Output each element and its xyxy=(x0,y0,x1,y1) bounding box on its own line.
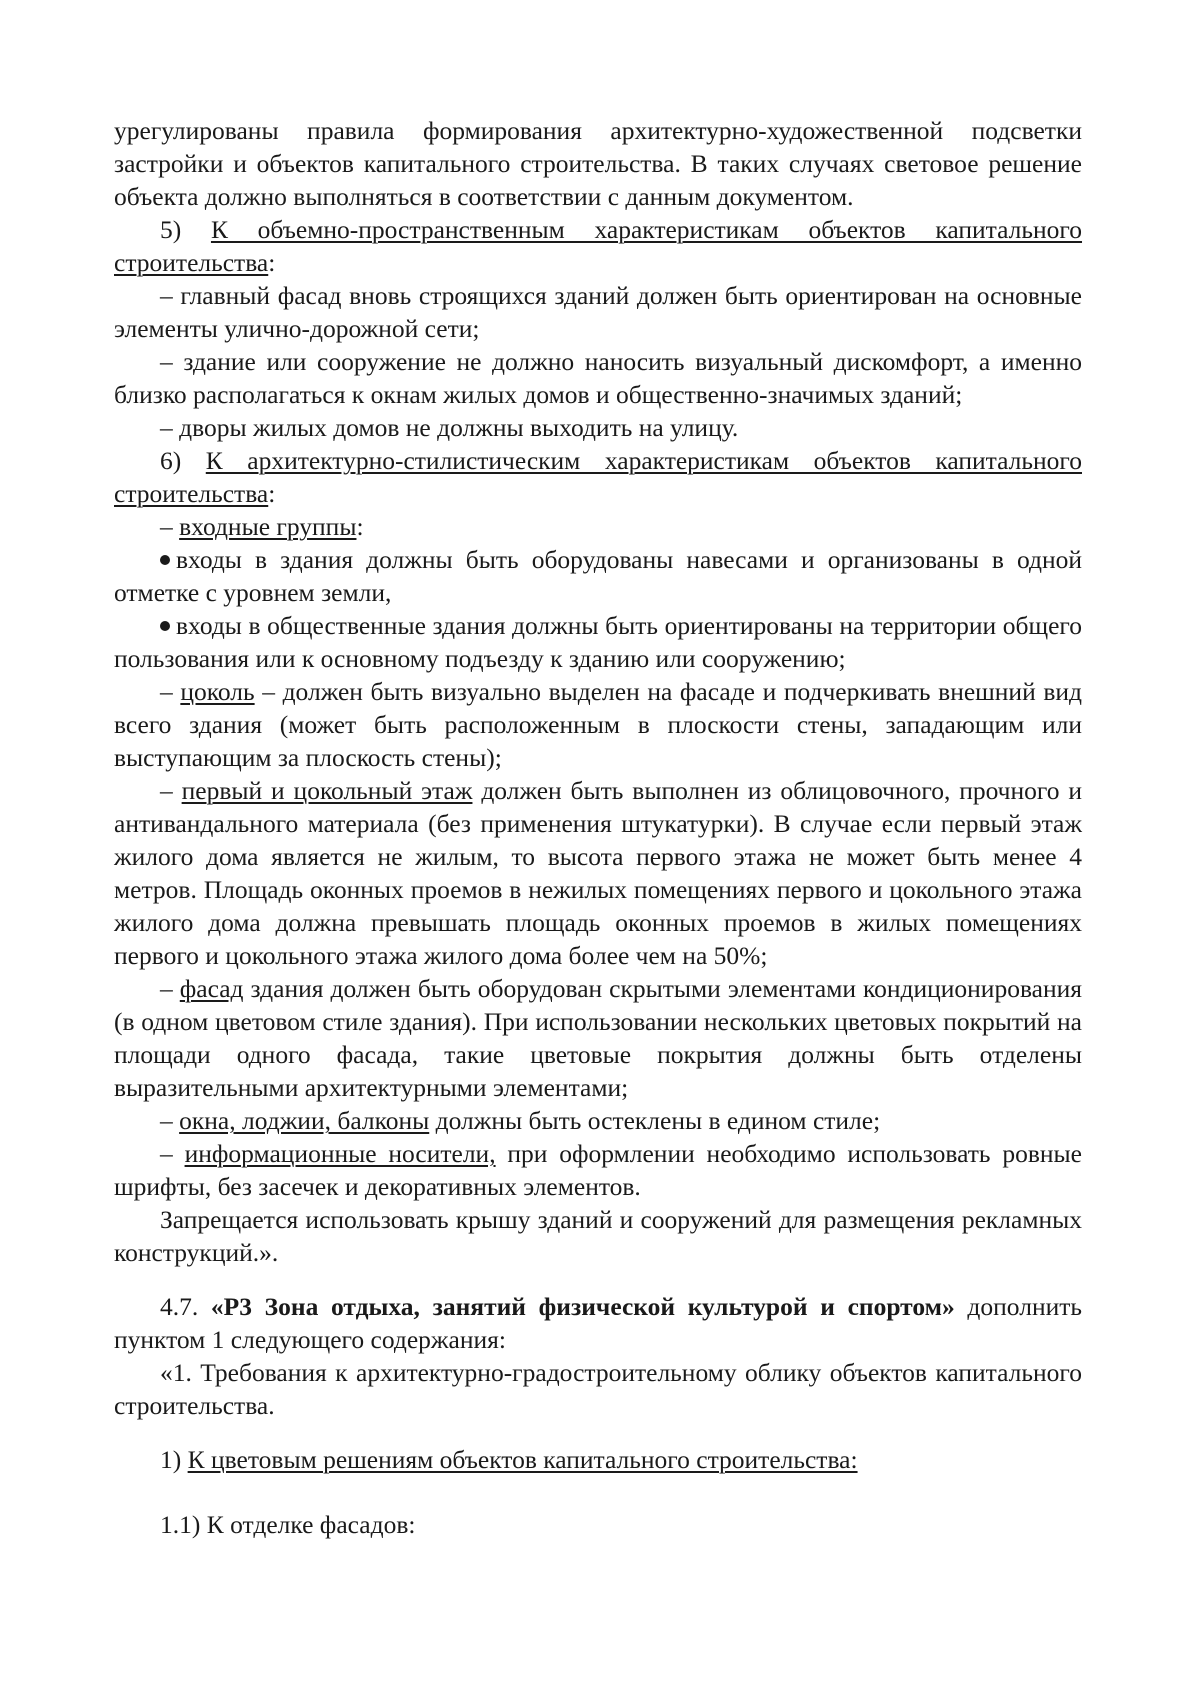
term-plinth: цоколь xyxy=(180,677,255,706)
colon: : xyxy=(356,512,364,541)
item-windows xyxy=(114,1104,1082,1137)
item-text: должны быть остеклены в едином стиле; xyxy=(429,1106,881,1135)
item-visual-discomfort: – здание или сооружение не должно наносить визуальный дискомфорт, а именно близко располагаться к окнам жилых домов и общественно-значимых зданий; xyxy=(114,347,1082,409)
item-facade xyxy=(114,972,1082,1104)
document-body xyxy=(114,114,1082,1541)
bullet-entrances-public xyxy=(114,609,1082,675)
item-info-carriers xyxy=(114,1137,1082,1203)
item-plinth xyxy=(114,675,1082,774)
requirements-heading: «1. Требования к архитектурно-градостроительному облику объектов капитального строительства. xyxy=(114,1358,1082,1420)
facade-finishing-heading: 1.1) К отделке фасадов: xyxy=(160,1510,416,1539)
section-5-heading xyxy=(114,213,1082,279)
term-info-carriers: информационные носители, xyxy=(184,1139,496,1168)
item-text: при оформлении необходимо использовать ровные шрифты, без засечек и декоративных элементов. xyxy=(114,1139,1083,1201)
item-text: здания должен быть оборудован скрытыми элементами кондиционирования (в одном цветовом стиле здания). При использовании нескольких цветовых покрытий на площади одного фасада, такие цветовые покрытия должны быть отделены выразительными архитектурными элементами; xyxy=(114,974,1083,1102)
dash: – xyxy=(160,512,180,541)
term-windows: окна, лоджии, балконы xyxy=(179,1106,430,1135)
bullet-icon xyxy=(160,555,170,565)
section-5-number: 5) xyxy=(160,215,211,244)
clause-number: 4.7. xyxy=(160,1292,211,1321)
term-entrance-groups: входные группы xyxy=(179,512,357,541)
paragraph-lighting-rules: урегулированы правила формирования архитектурно-художественной подсветки застройки и объектов капитального строительства. В таких случаях световое решение объекта должно выполняться в соответствии с данным документом. xyxy=(114,116,1082,211)
clause-text: дополнить пунктом 1 следующего содержания: xyxy=(114,1292,1083,1354)
color-solutions-heading xyxy=(114,1443,1082,1476)
dash: – xyxy=(160,1106,180,1135)
dash: – xyxy=(160,974,180,1003)
paragraph-4-7 xyxy=(114,1290,1082,1356)
section-6-colon: : xyxy=(268,479,276,508)
item-text: – должен быть визуально выделен на фасаде и подчеркивать внешний вид всего здания (может быть расположенным в плоскости стены, западающим или выступающим за плоскость стены); xyxy=(114,677,1082,772)
term-first-floor: первый и цокольный этаж xyxy=(181,776,473,805)
bullet-text: входы в общественные здания должны быть ориентированы на территории общего пользования или к основному подъезду к зданию или сооружению; xyxy=(114,611,1082,673)
item-number: 1) xyxy=(160,1445,188,1474)
term-facade: фасад xyxy=(179,974,244,1003)
paragraph-roof-prohibition: Запрещается использовать крышу зданий и сооружений для размещения рекламных конструкций.». xyxy=(114,1205,1082,1267)
item-main-facade: – главный фасад вновь строящихся зданий должен быть ориентирован на основные элементы улично-дорожной сети; xyxy=(114,281,1082,343)
item-text: должен быть выполнен из облицовочного, прочного и антивандального материала (без применения штукатурки). В случае если первый этаж жилого дома является не жилым, то высота первого этажа не может быть менее 4 метров. Площадь оконных проемов в нежилых помещениях первого и цокольного этажа жилого дома должна превышать площадь оконных проемов в жилых помещениях первого и цокольного этажа жилого дома более чем на 50%; xyxy=(114,776,1082,970)
dash: – xyxy=(160,1139,185,1168)
bullet-text: входы в здания должны быть оборудованы навесами и организованы в одной отметке с уровнем земли, xyxy=(114,545,1082,607)
item-entrance-groups xyxy=(114,510,1082,543)
item-courtyards: – дворы жилых домов не должны выходить на улицу. xyxy=(160,413,739,442)
bullet-icon xyxy=(160,621,170,631)
dash: – xyxy=(160,776,182,805)
item-first-floor xyxy=(114,774,1082,972)
bullet-entrances-canopies xyxy=(114,543,1082,609)
section-6-title: К архитектурно-стилистическим характеристикам объектов капитального строительства xyxy=(114,446,1082,508)
section-5-title: К объемно-пространственным характеристикам объектов капитального строительства xyxy=(114,215,1083,277)
dash: – xyxy=(160,677,181,706)
section-6-heading xyxy=(114,444,1082,510)
section-6-number: 6) xyxy=(160,446,206,475)
color-solutions-title: К цветовым решениям объектов капитального строительства: xyxy=(187,1445,858,1474)
zone-name: «Р3 Зона отдыха, занятий физической культурой и спортом» xyxy=(210,1292,955,1321)
section-5-colon: : xyxy=(268,248,276,277)
